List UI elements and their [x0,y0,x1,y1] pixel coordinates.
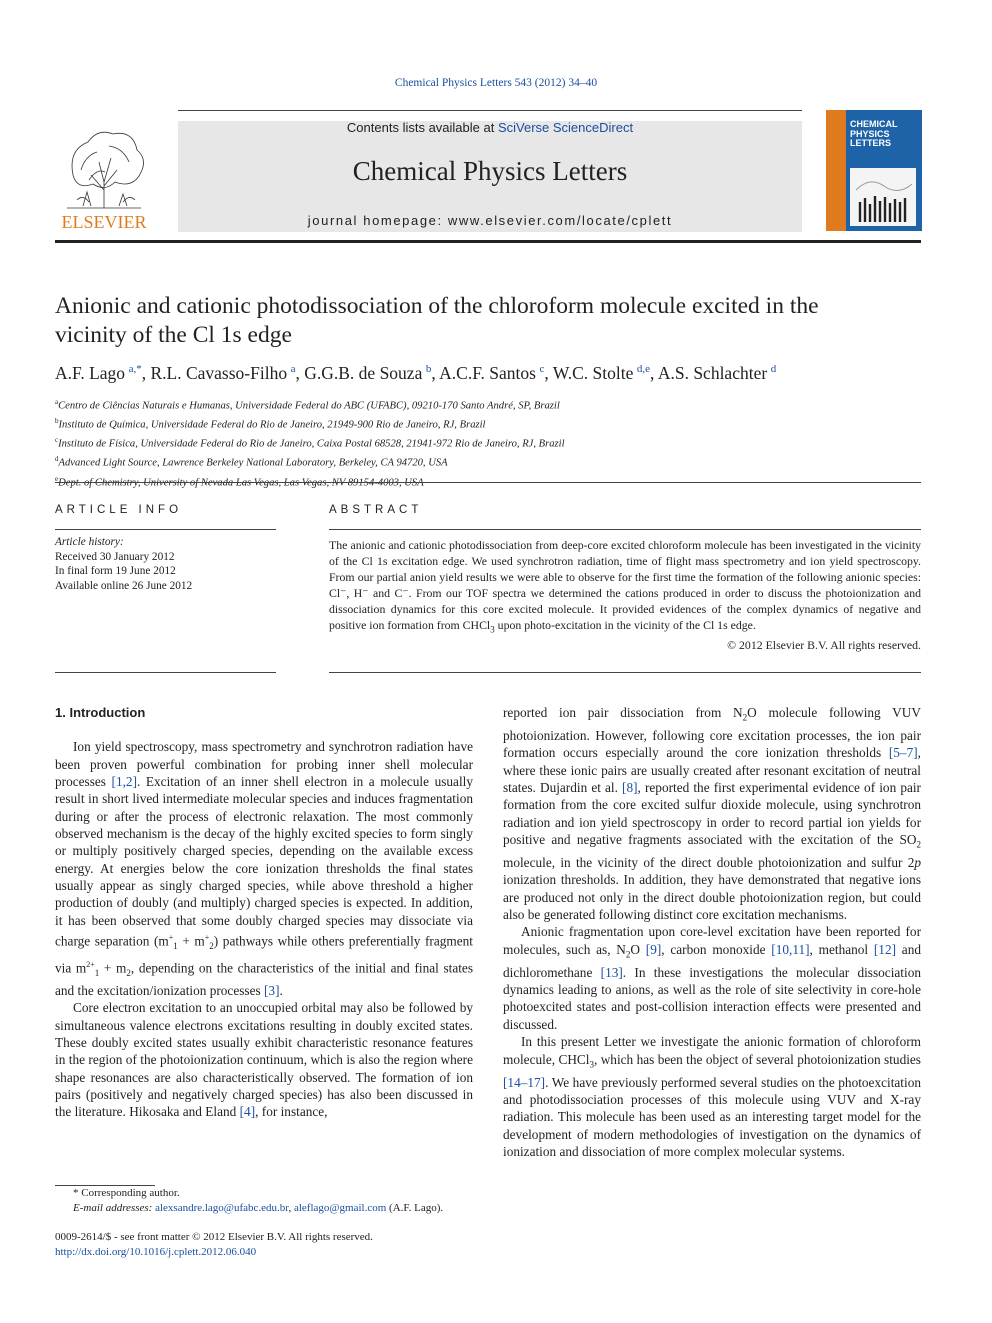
citation-link[interactable]: [13] [600,964,623,980]
author-affiliation-mark[interactable]: d [770,363,777,376]
citation-link[interactable]: [8] [622,780,638,796]
author: A.F. Lago [55,363,126,383]
citation-link[interactable]: [3] [264,982,280,998]
citation-link[interactable]: [14–17] [503,1074,546,1090]
affiliation: $^d$Advanced Light Source, Lawrence Berkeley National Laboratory, Berkeley, CA 94720, USA [55,455,448,469]
paragraph: In this present Letter we investigate the anionic formation of chloroform molecule, CHCl$_3$, which has been the object of several photoionization studies [14–17]. We have previously performed several studies on the photoexcitation and photodissociation processes of this molecule using VUV and X-ray radiation. This molecule has been used as an interesting target model for the development of modern methodologies of investigation on the dynamics of ionization and dissociation of more complex molecular systems. [503,1034,921,1159]
history-item: Received 30 January 2012 [55,550,175,563]
contents-line: Contents lists available at SciVerse ScienceDirect [346,120,634,135]
affiliation: $^c$Instituto de Física, Universidade Federal do Rio de Janeiro, Caixa Postal 68528, 21941-972 Rio de Janeiro, RJ, Brazil [55,436,565,450]
paragraph: Core electron excitation to an unoccupied orbital may also be followed by simultaneous valence electrons excitations resulting in doubly excited states. These doubly excited states usually exhibit characteristic resonance features in the region of the photoionization continuum, which is also the region where shape resonances are also characteristically observed. The formation of ion pairs (positively and negatively charged species) has also been discussed in the literature. Hikosaka and Eland [4], for instance, [55,1000,473,1120]
citation-link[interactable]: [10,11] [771,941,810,957]
elsevier-wordmark: ELSEVIER [61,212,147,232]
article-info-end-rule [55,672,276,673]
author-list: A.F. Lago $^{a,*}$, R.L. Cavasso-Filho $^a$, G.G.B. de Souza $^b$, A.C.F. Santos $^c$, W.C. Stolte $^{d,e}$, A.S. Schlachter $^d$ [55,363,777,383]
citation-link[interactable]: [9] [645,941,662,957]
elsevier-logo [53,120,155,232]
cover-strip [826,110,846,231]
author: W.C. Stolte [552,363,634,383]
citation-link[interactable]: [1,2] [111,774,138,790]
homepage-url[interactable]: www.elsevier.com/locate/cplett [447,213,673,228]
author: G.G.B. de Souza [304,363,423,383]
abstract-heading: ABSTRACT [329,504,423,516]
author: A.C.F. Santos [439,363,536,383]
abstract-rule [329,529,921,530]
article-history [55,535,276,593]
history-item: Available online 26 June 2012 [55,579,193,592]
cover-title: CHEMICAL PHYSICS LETTERS [850,119,898,148]
journal-homepage: journal homepage: www.elsevier.com/locate/cplett [307,213,673,228]
section-divider [55,482,921,483]
affiliation: $^b$Instituto de Química, Universidade Federal do Rio de Janeiro, 21949-900 Rio de Janeiro, RJ, Brazil [55,417,486,431]
author-affiliation-mark[interactable]: c [539,363,545,376]
doi-link[interactable]: http://dx.doi.org/10.1016/j.cplett.2012.06.040 [55,1245,257,1258]
author-affiliation-mark[interactable]: b [425,363,432,376]
paragraph: Anionic fragmentation upon core-level excitation have been reported for molecules, such as, $N_2O$ [9], carbon monoxide [10,11], methanol [12] and dichloromethane [13]. In these investigations the molecular dissociation dynamics leading to anions, as well as the role of site selectivity in core-hole photoexcited states and post-collision interaction effects were presented and discussed. [503,924,921,1032]
article-info-heading: ARTICLE INFO [55,504,183,516]
sciencedirect-link[interactable]: SciVerse ScienceDirect [497,120,634,135]
citation-link[interactable]: [5–7] [888,745,918,761]
paragraph: reported ion pair dissociation from $N_2O$ molecule following VUV photoionization. However, following core excitation processes, the ion pair formation occurs especially around the core ionization thresholds [5–7], where these ionic pairs are usually created after resonant excitation of neutral states. Dujardin et al. [8], reported the first experimental evidence of ion pair formation from the core excited sulfur dioxide molecule, using synchrotron radiation and ion yield spectroscopy in order to record partial ion yields for positive and negative fragments associated with the excitation of the $SO_2$ molecule, in the vicinity of the direct double photoionization and sulfur 2p ionization thresholds. In addition, they have demonstrated that negative ions are produced not only in the direct double photoionization region, but could also be generated following distinct core excitation mechanisms. [503,705,921,923]
section-heading-introduction: 1. Introduction [55,705,146,720]
author: A.S. Schlachter [657,363,768,383]
email-link[interactable]: aleflago@gmail.com [293,1201,387,1214]
header-rule [178,110,802,111]
author: R.L. Cavasso-Filho [150,363,288,383]
author-affiliation-mark[interactable]: d,e [636,363,651,376]
body-column-right [503,704,921,1160]
affiliation: $^a$Centro de Ciências Naturais e Humanas, Universidade Federal do ABC (UFABC), 09210-170 Santo André, SP, Brazil [55,398,560,412]
abstract-body: The anionic and cationic photodissociation from deep-core excited chloroform molecule has been investigated in the vicinity of the Cl 1s excitation edge. We used synchrotron radiation, time of flight mass spectrometry and ion yield spectroscopy. From our partial anion yield results we were able to observe for the first time the formation of the following anionic species: Cl⁻, H⁻ and C⁻. From our TOF spectra we determined the cations produced in order to discuss the photoionization and dissociation dynamics for this core excited molecule. It provided evidences of the complex dynamics of negative and positive ion formation from CHCl$_3$ upon photo-excitation in the vicinity of the Cl 1s edge. © 2012 Elsevier B.V. All rights reserved. [329,538,921,653]
journal-cover-image [826,110,922,231]
abstract-end-rule [329,672,921,673]
page-footer [55,1230,373,1259]
body-column-left [55,704,473,1121]
article-info-rule [55,529,276,530]
author-affiliation-mark[interactable]: a,* [128,363,142,376]
issn-line: 0009-2614/$ - see front matter © 2012 Elsevier B.V. All rights reserved. [55,1231,373,1243]
citation-link[interactable]: [4] [239,1104,256,1120]
cover-graphic [850,168,916,226]
affiliation: e [55,474,59,483]
paragraph: Ion yield spectroscopy, mass spectrometry and synchrotron radiation have been proven powerful combination for probing inner shell molecular processes [1,2]. Excitation of an inner shell electron in a molecule usually result in short lived intermediate molecular species and induces fragmentation during or after the process of electronic relaxation. The most commonly observed mechanism is the decay of the highly excited species to form singly or multiply positively charged species, depending on the available excess energy. At energies below the core ionization thresholds the final states usually appear as singly charged species, while above threshold a higher production of doubly (and multiply) charged species is expected. In addition, it has been observed that some doubly charged species may dissociate via charge separation $(m^+_1 + m^+_2)$ pathways while others preferentially fragment via $m^{2+}_1 + m_2$, depending on the characteristics of the initial and final states and the excitation/ionization processes [3]. [55,739,473,998]
abstract-copyright: © 2012 Elsevier B.V. All rights reserved. [727,638,921,653]
footnote [55,1186,475,1215]
email-link[interactable]: alexsandre.lago@ufabc.edu.br [155,1201,289,1214]
corresponding-author-note: * Corresponding author. [73,1187,180,1199]
email-line: E-mail addresses: alexsandre.lago@ufabc.edu.br, aleflago@gmail.com (A.F. Lago). [73,1201,444,1214]
author-affiliation-mark[interactable]: a [290,363,296,376]
article-title: Anionic and cationic photodissociation of the chloroform molecule excited in the vicinity of the Cl 1s edge [55,293,819,348]
journal-title: Chemical Physics Letters [352,156,628,186]
affiliation-list [55,395,565,491]
header-divider [55,240,921,243]
journal-reference-link[interactable]: Chemical Physics Letters 543 (2012) 34–40 [394,77,598,89]
citation-link[interactable]: [12] [873,941,897,957]
history-label: Article history: [55,536,124,548]
history-item: In final form 19 June 2012 [55,565,176,577]
